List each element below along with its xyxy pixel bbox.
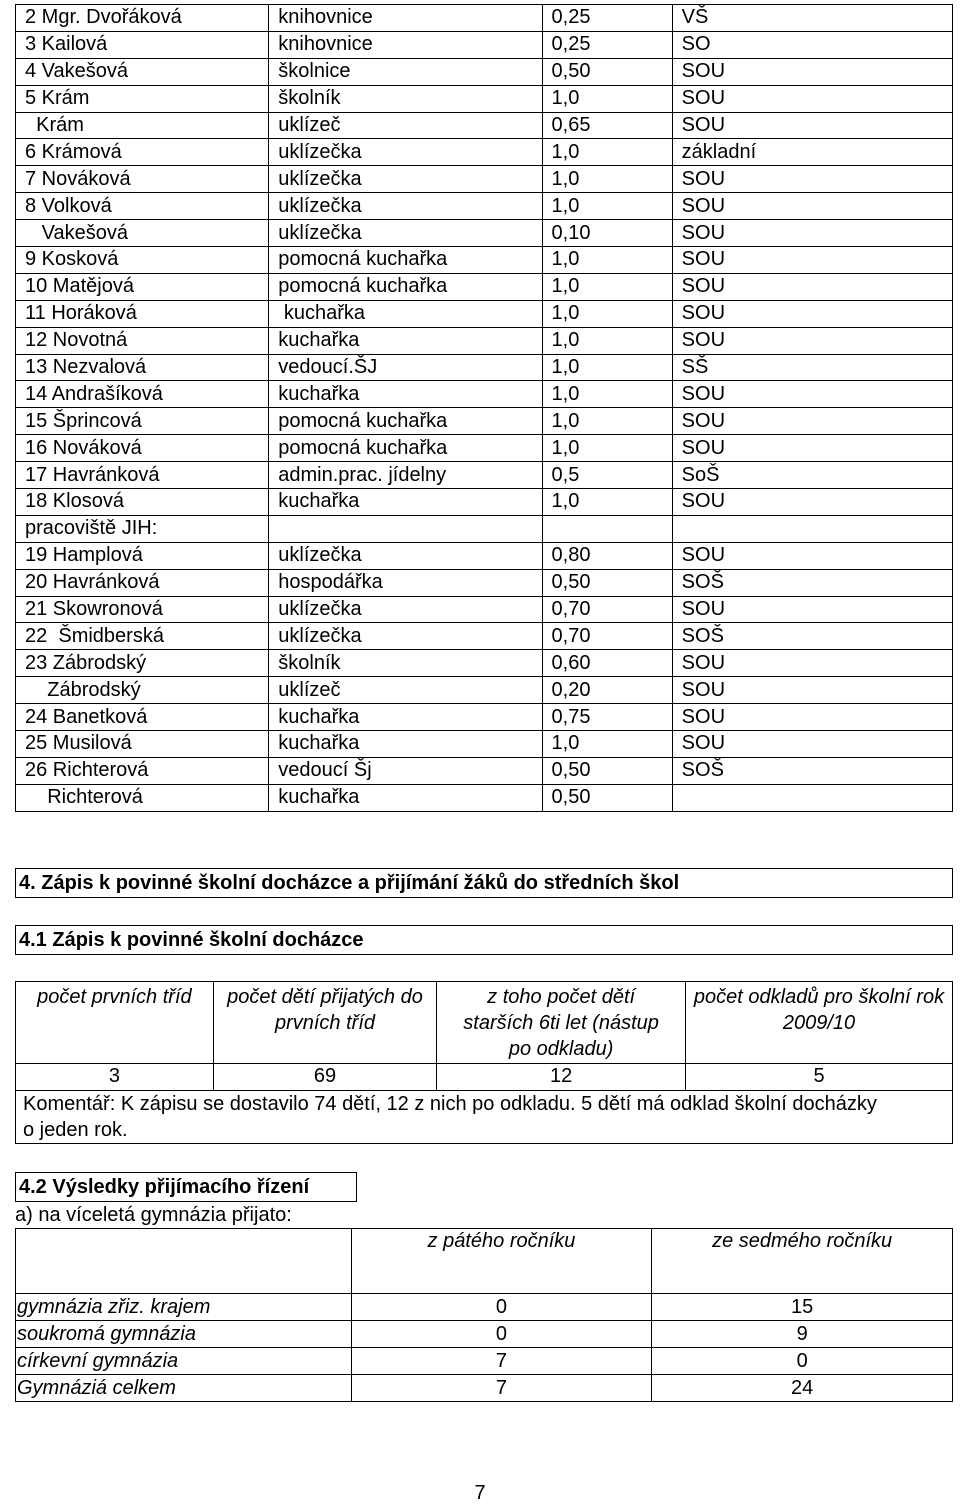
enroll-header-cell: počet prvních tříd [16,982,214,1064]
staff-role-cell: vedoucí.ŠJ [269,354,542,381]
staff-role-cell: kuchařka [269,704,542,731]
staff-row [16,31,953,58]
gym-header-cell [16,1229,352,1294]
staff-name-cell: 2 Mgr. Dvořáková [16,5,269,32]
staff-name-cell: 3 Kailová [16,31,269,58]
staff-role-cell: uklízečka [269,542,542,569]
gym-value-cell: 0 [351,1321,652,1348]
staff-fte-cell: 0,5 [542,462,672,489]
staff-row [16,139,953,166]
staff-name-cell: 20 Havránková [16,569,269,596]
gym-row [16,1321,953,1348]
staff-row [16,677,953,704]
enrollment-header-row [16,982,953,1064]
staff-name-cell: 9 Kosková [16,247,269,274]
staff-row [16,327,953,354]
staff-fte-cell: 1,0 [542,435,672,462]
staff-fte-cell: 0,50 [542,784,672,811]
staff-fte-cell: 1,0 [542,85,672,112]
staff-fte-cell: 0,50 [542,569,672,596]
staff-education-cell: SOU [672,489,952,516]
staff-education-cell: SOU [672,731,952,758]
staff-role-cell: uklízečka [269,596,542,623]
section-4-2-subtitle: a) na víceletá gymnázia přijato: [15,1204,292,1226]
staff-fte-cell: 1,0 [542,273,672,300]
staff-fte-cell: 0,50 [542,757,672,784]
staff-education-cell: SOU [672,677,952,704]
staff-fte-cell: 0,80 [542,542,672,569]
staff-fte-cell: 1,0 [542,193,672,220]
staff-row [16,193,953,220]
staff-education-cell: SOU [672,542,952,569]
staff-role-cell: kuchařka [269,300,542,327]
staff-education-cell: SOU [672,596,952,623]
gym-header-row [16,1229,953,1294]
gym-row [16,1348,953,1375]
staff-name-cell: 7 Nováková [16,166,269,193]
staff-row [16,85,953,112]
staff-role-cell: uklízečka [269,139,542,166]
gym-label-cell: církevní gymnázia [16,1348,352,1375]
gym-row [16,1375,953,1402]
staff-fte-cell: 0,25 [542,31,672,58]
staff-education-cell: SOU [672,435,952,462]
gym-header-cell: z pátého ročníku [351,1229,652,1294]
staff-row [16,220,953,247]
staff-fte-cell: 0,75 [542,704,672,731]
staff-row [16,650,953,677]
staff-role-cell: uklízečka [269,220,542,247]
gym-value-cell: 24 [652,1375,953,1402]
staff-role-cell: hospodářka [269,569,542,596]
gym-label-cell: soukromá gymnázia [16,1321,352,1348]
staff-role-cell: školník [269,650,542,677]
staff-fte-cell: 1,0 [542,300,672,327]
staff-name-cell: 19 Hamplová [16,542,269,569]
page-number: 7 [474,1482,486,1504]
staff-role-cell: vedoucí Šj [269,757,542,784]
staff-name-cell: 14 Andrašíková [16,381,269,408]
gym-value-cell: 7 [351,1348,652,1375]
section-4-1-title: 4.1 Zápis k povinné školní docházce [19,929,364,951]
staff-fte-cell: 0,20 [542,677,672,704]
staff-education-cell: SOU [672,650,952,677]
staff-name-cell: Vakešová [16,220,269,247]
staff-table [15,4,953,812]
staff-education-cell: SOU [672,85,952,112]
staff-name-cell: Krám [16,112,269,139]
staff-education-cell: VŠ [672,5,952,32]
staff-row [16,381,953,408]
staff-education-cell: SOU [672,58,952,85]
enrollment-table [15,981,953,1144]
staff-row [16,354,953,381]
staff-row [16,273,953,300]
gym-value-cell: 0 [652,1348,953,1375]
staff-fte-cell: 0,65 [542,112,672,139]
staff-role-cell: kuchařka [269,731,542,758]
staff-name-cell: 5 Krám [16,85,269,112]
staff-role-cell: kuchařka [269,327,542,354]
gymnasium-table [15,1228,953,1402]
staff-fte-cell: 1,0 [542,139,672,166]
staff-row [16,569,953,596]
staff-row [16,166,953,193]
staff-education-cell: SOU [672,193,952,220]
staff-name-cell: 26 Richterová [16,757,269,784]
staff-fte-cell: 1,0 [542,166,672,193]
enrollment-values-row [16,1064,953,1091]
staff-role-cell: uklízeč [269,112,542,139]
staff-education-cell: SO [672,31,952,58]
staff-fte-cell: 0,25 [542,5,672,32]
staff-education-cell: SOU [672,327,952,354]
staff-role-cell: kuchařka [269,489,542,516]
section-4-heading [15,868,953,898]
enroll-value-cell: 5 [686,1064,953,1091]
staff-education-cell [672,784,952,811]
staff-name-cell: 24 Banetková [16,704,269,731]
staff-fte-cell: 0,60 [542,650,672,677]
gym-value-cell: 9 [652,1321,953,1348]
staff-education-cell: SOU [672,408,952,435]
gym-row [16,1294,953,1321]
staff-name-cell: Richterová [16,784,269,811]
staff-name-cell: pracoviště JIH: [16,515,269,542]
staff-row [16,300,953,327]
section-4-2-title: 4.2 Výsledky přijímacího řízení [19,1176,310,1198]
gym-label-cell: Gymnáziá celkem [16,1375,352,1402]
staff-role-cell: kuchařka [269,784,542,811]
staff-name-cell: 12 Novotná [16,327,269,354]
enroll-value-cell: 69 [213,1064,436,1091]
staff-row [16,596,953,623]
staff-fte-cell: 1,0 [542,354,672,381]
staff-name-cell: 4 Vakešová [16,58,269,85]
section-4-1-heading [15,925,953,955]
staff-fte-cell: 1,0 [542,381,672,408]
staff-row [16,757,953,784]
staff-role-cell: knihovnice [269,31,542,58]
staff-education-cell: základní [672,139,952,166]
staff-name-cell: 17 Havránková [16,462,269,489]
staff-role-cell: pomocná kuchařka [269,247,542,274]
staff-fte-cell: 0,10 [542,220,672,247]
staff-row [16,784,953,811]
staff-row [16,704,953,731]
staff-role-cell: školnice [269,58,542,85]
gym-value-cell: 15 [652,1294,953,1321]
staff-row [16,247,953,274]
staff-role-cell: kuchařka [269,381,542,408]
staff-role-cell: uklízečka [269,166,542,193]
enroll-header-cell: počet odkladů pro školní rok 2009/10 [686,982,953,1064]
staff-name-cell: 11 Horáková [16,300,269,327]
staff-row [16,731,953,758]
staff-education-cell: SOU [672,247,952,274]
enroll-header-cell: z toho počet dětí starších 6ti let (nástup po odkladu) [437,982,686,1064]
staff-row [16,515,953,542]
staff-fte-cell: 1,0 [542,247,672,274]
gym-value-cell: 0 [351,1294,652,1321]
staff-name-cell: 23 Zábrodský [16,650,269,677]
staff-name-cell: 18 Klosová [16,489,269,516]
staff-name-cell: Zábrodský [16,677,269,704]
gym-header-cell: ze sedmého ročníku [652,1229,953,1294]
staff-role-cell: uklízeč [269,677,542,704]
staff-education-cell: SOŠ [672,757,952,784]
staff-row [16,58,953,85]
staff-role-cell: pomocná kuchařka [269,408,542,435]
section-4-title: 4. Zápis k povinné školní docházce a přijímání žáků do středních škol [19,872,680,894]
enroll-value-cell: 12 [437,1064,686,1091]
staff-name-cell: 6 Krámová [16,139,269,166]
staff-name-cell: 25 Musilová [16,731,269,758]
staff-name-cell: 15 Šprincová [16,408,269,435]
enroll-header-cell: počet dětí přijatých do prvních tříd [213,982,436,1064]
staff-role-cell: uklízečka [269,193,542,220]
staff-education-cell: SŠ [672,354,952,381]
staff-role-cell: pomocná kuchařka [269,273,542,300]
staff-fte-cell: 1,0 [542,731,672,758]
staff-education-cell: SOŠ [672,623,952,650]
staff-education-cell: SOU [672,166,952,193]
staff-name-cell: 16 Nováková [16,435,269,462]
staff-fte-cell [542,515,672,542]
section-4-2-heading [15,1172,357,1202]
staff-row [16,623,953,650]
staff-row [16,112,953,139]
staff-role-cell: knihovnice [269,5,542,32]
staff-education-cell: SOU [672,220,952,247]
staff-fte-cell: 0,70 [542,623,672,650]
staff-row [16,542,953,569]
staff-row [16,5,953,32]
staff-row [16,489,953,516]
staff-fte-cell: 0,70 [542,596,672,623]
staff-role-cell [269,515,542,542]
staff-fte-cell: 0,50 [542,58,672,85]
staff-row [16,435,953,462]
staff-education-cell: SOU [672,112,952,139]
enroll-comment: Komentář: K zápisu se dostavilo 74 dětí, 12 z nich po odkladu. 5 dětí má odklad školní docházky o jeden rok. [16,1091,953,1144]
staff-name-cell: 8 Volková [16,193,269,220]
staff-fte-cell: 1,0 [542,489,672,516]
staff-education-cell: SoŠ [672,462,952,489]
enrollment-comment-row [16,1091,953,1144]
staff-name-cell: 21 Skowronová [16,596,269,623]
staff-name-cell: 10 Matějová [16,273,269,300]
gym-label-cell: gymnázia zřiz. krajem [16,1294,352,1321]
staff-row [16,462,953,489]
staff-row [16,408,953,435]
staff-education-cell: SOŠ [672,569,952,596]
staff-role-cell: pomocná kuchařka [269,435,542,462]
staff-education-cell: SOU [672,704,952,731]
staff-role-cell: admin.prac. jídelny [269,462,542,489]
staff-education-cell: SOU [672,381,952,408]
staff-fte-cell: 1,0 [542,327,672,354]
staff-name-cell: 22 Šmidberská [16,623,269,650]
staff-role-cell: školník [269,85,542,112]
staff-education-cell [672,515,952,542]
enroll-value-cell: 3 [16,1064,214,1091]
staff-fte-cell: 1,0 [542,408,672,435]
gym-value-cell: 7 [351,1375,652,1402]
staff-education-cell: SOU [672,300,952,327]
staff-education-cell: SOU [672,273,952,300]
staff-name-cell: 13 Nezvalová [16,354,269,381]
staff-role-cell: uklízečka [269,623,542,650]
